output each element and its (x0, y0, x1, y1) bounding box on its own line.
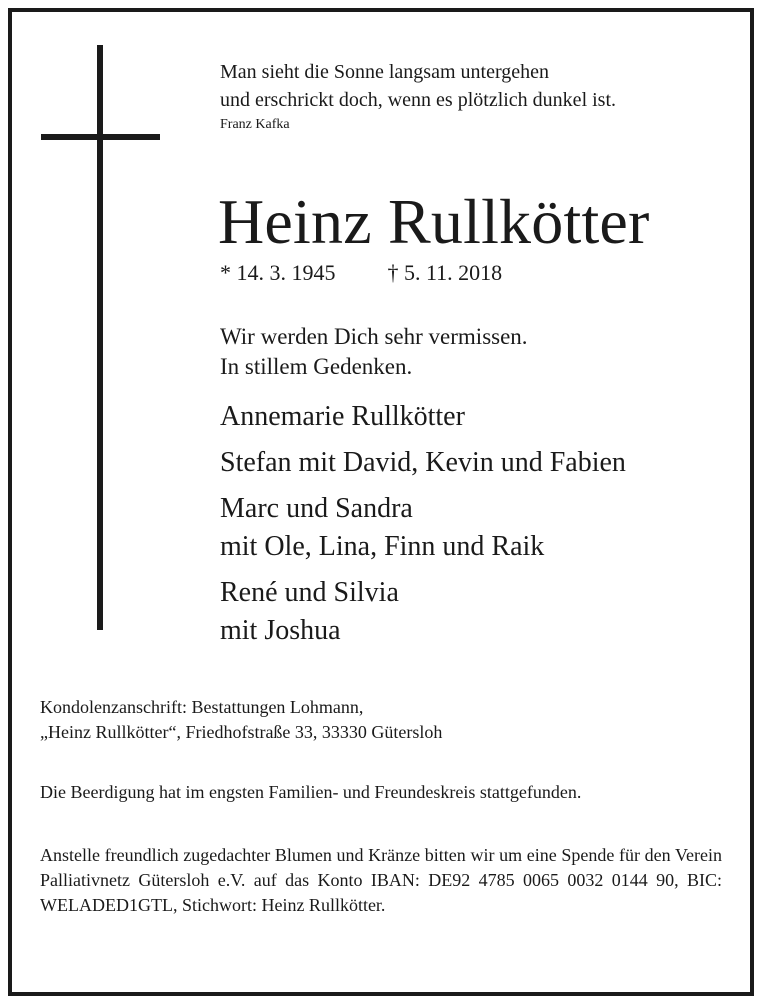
deceased-name: Heinz Rullkötter (218, 186, 650, 257)
mourner-line: Marc und Sandra (220, 493, 413, 524)
mourners-list (220, 398, 626, 658)
mourning-line-1: Wir werden Dich sehr vermissen. (220, 324, 528, 349)
mourner-line: Annemarie Rullkötter (220, 401, 465, 432)
condolence-address (40, 695, 722, 745)
kafka-quote (220, 58, 616, 114)
mourning-line-2: In stillem Gedenken. (220, 354, 413, 379)
donation-note: Anstelle freundlich zugedachter Blumen und Kränze bitten wir um eine Spende für den Verein Palliativnetz Gütersloh e.V. auf das Konto IBAN: DE92 4785 0065 0032 0144 90, BIC: WELADED1GTL, Stichwort: Heinz Rullkötter. (40, 845, 722, 915)
mourner-line: mit Joshua (220, 615, 341, 646)
quote-line-1: Man sieht die Sonne langsam untergehen (220, 61, 550, 83)
mourner-line: Stefan mit David, Kevin und Fabien (220, 447, 626, 478)
death-date: † 5. 11. 2018 (387, 260, 503, 285)
mourner-line: René und Silvia (220, 577, 399, 608)
life-dates (220, 258, 502, 288)
mourner-group (220, 398, 626, 436)
cross-icon (97, 45, 103, 630)
quote-author: Franz Kafka (220, 117, 290, 132)
quote-line-2: und erschrickt doch, wenn es plötzlich dunkel ist. (220, 89, 617, 111)
mourner-group (220, 490, 626, 566)
funeral-note: Die Beerdigung hat im engsten Familien- und Freundeskreis stattgefunden. (40, 782, 582, 802)
condolence-line-1: Kondolenzanschrift: Bestattungen Lohmann, (40, 697, 364, 717)
mourner-group (220, 444, 626, 482)
condolence-line-2: „Heinz Rullkötter“, Friedhofstraße 33, 33330 Gütersloh (40, 722, 443, 742)
mourner-group (220, 574, 626, 650)
cross-icon-crossbar (41, 134, 160, 140)
birth-date: * 14. 3. 1945 (220, 260, 336, 285)
mourner-line: mit Ole, Lina, Finn und Raik (220, 531, 545, 562)
mourning-text (220, 322, 528, 382)
